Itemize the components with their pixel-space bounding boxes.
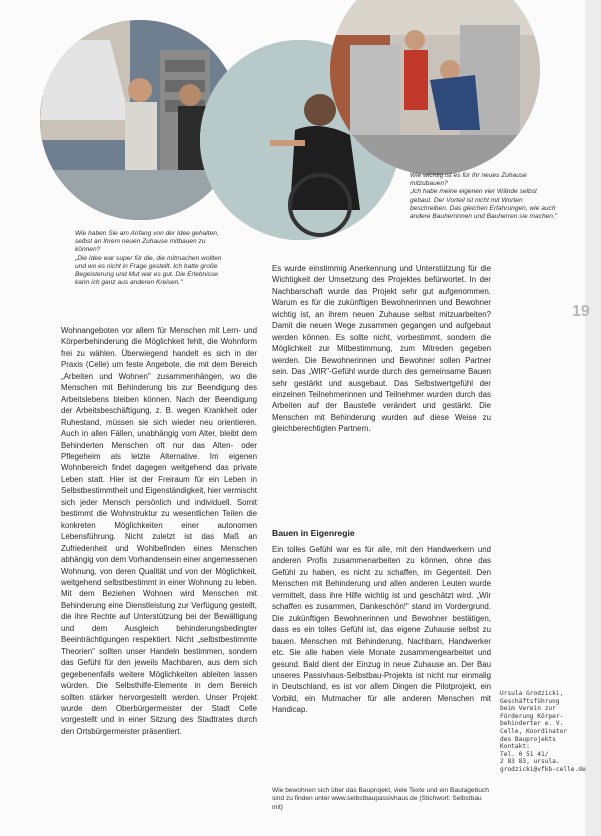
sidenote-email[interactable]: grodzicki@vfkb-celle.de [500,765,586,773]
sidenote-line: beim Verein zur [500,705,556,713]
sidenote-line: Kontakt: [500,743,530,751]
paragraph-left: Wohnangeboten vor allem für Menschen mit Lern- und Körperbehinderung die Möglichkeit fehlt, die Wohnform frei zu wählen. Überwiegend handelt es sich in der Praxis (Celle) um feste Angebote, die mit dem Bereich „Arbeiten und Wohnen" zusammenhängen, wo die Menschen mit Behinderung bis zur Beendigung des Arbeitslebens bleiben können. Nach der Beendigung der Arbeitsbeschäftigung, z. B. wegen Krankheit oder Ruhestand, müssen sie sich wieder neu orientieren. Auch in allen Fällen, unabhängig vom Alter, bleibt dem Behinderten Menschen oft nur das Alten- oder Pflegeheim als letzte Alternative. Im eigenen Wohnbereich findet dagegen weitgehend das private Leben statt. Hier ist der Freiraum für ein Leben in Selbstbestimmtheit und Eigenständigkeit, hier vermischt sich jeder Mensch persönlich und individuell. Somit bestimmt die Wohnstruktur zu wesentlichen Teilen die konkreten Möglichkeiten einer autonomen Lebensführung. Nicht zuletzt ist das Maß an Zufriedenheit und Wohlbefinden eines Menschen abhängig von dem Vorhandensein einer angemessenen Wohnung, von deren Qualität und von der Möglichkeit, weitgehend selbstbestimmt in einer Wohnung zu leben. Mit dem Beziehen Wohnen wird Menschen mit Behinderung eine Dienstleistung zur Verfügung gestellt, die ihre Rechte auf Unterstützung bei der Bewältigung und dem Ausgleich behinderungsbedingter Beeinträchtigungen respektiert. Nicht „selbstbestimmte Theorien" sollten unser Handeln bestimmen, sondern das Gefühl für den jeweils Machbaren, aus dem sich gegebenenfalls weitere Möglichkeiten ableiten lassen würden. Die Selbsthilfe-Elemente in dem Bereich sollten stärker hervorgestellt werden. Unser Projekt wurde dem Oberbürgermeister der Stadt Celle vorgestellt und in einer Sitzung des Stadtrates durch den Ortsbürgermeister präsentiert. [61,326,257,736]
photo-caption-right [410,172,560,221]
section-heading: Bauen in Eigenregie [272,528,355,538]
sidenote-line: Tel. 0 51 41/ [500,750,549,758]
sidenote-line: Geschäftsführung [500,697,560,705]
caption-right-answer: „Ich habe meine eigenen vier Wände selbst gebaut. Der Vorteil ist nicht mit Worten beschreiben. Das gleichen Erfahrungen, wie auch andere Bauherrinnen und Bauherren sie machen." [410,188,558,221]
page-number: 19 [572,303,590,320]
sidenote-line: Förderung Körper- [500,712,564,720]
photo-caption-left [75,230,225,287]
sidenote-line: Celle, Koordinator [500,727,568,735]
caption-left-question: Wie haben Sie am Anfang von der Idee gehalten, selbst an Ihrem neuen Zuhause mitbauen zu können? [75,230,219,254]
sidenote-line: Ursula Grodzicki, [500,690,564,697]
body-column-right-bottom [272,544,491,716]
sidenote-line: des Bauprojekts [500,735,556,743]
sidenote-line: behinderter e. V. [500,720,564,728]
photo-scene-right [330,0,540,175]
sidenote-line: 2 83 83, ursula. [500,758,560,766]
photo-builders-with-blocks [330,0,540,175]
paragraph-right-bottom: Ein tolles Gefühl war es für alle, mit den Handwerkern und anderen Profis zusammenarbeiten zu können, ohne das Gefühl zu haben, es nicht zu schaffen, im Gegenteil. Den Menschen mit Behinderung und allen anderen Leuten wurde vermittelt, dass ihre Hilfe wichtig ist und geschätzt wird. „Wir schaffen es zusammen, Dankeschön!" stand im Vordergrund. Die zukünftigen Bewohnerinnen und Bewohner bestätigen, dass es ein tolles Gefühl ist, das eigene Zuhause selbst zu bauen. Menschen mit Behinderung, Nachbarn, Handwerker etc. Sie alle haben viele Monate zusammengearbeitet und gesund. Bald dient der Einzug in neue Zuhause an. Der Bau unseres Passivhaus-Selbstbau-Projekts ist nicht nur einmalig in Deutschland, es ist vor allem Dingen die Pilotprojekt, ein Vorbild, ein Mutmacher für alle anderen Menschen mit Handicap. [272,545,491,715]
author-sidenote [500,690,595,774]
body-column-right-top [272,263,491,435]
project-footnote: Wie bewohnen sich über das Bauprojekt, viele Texte und ein Bautagebuch sind zu finden unter www.selbstbaupassivhaus.de (Stichwort: Selbstbau mit) [272,787,489,811]
body-column-left [61,325,257,737]
caption-left-answer: „Die Idee war super für die, die mitmachen wollten und wo es nicht in Frage gestellt. Ich hatte große Begeisterung und Mut war es gut. Die Erlebnisse kann ich ganz aus anderen Kreisen." [75,254,222,287]
caption-right-question: Wie wichtig ist es für Ihr neues Zuhause mitzubauen? [410,172,527,188]
paragraph-right-top: Es wurde einstimmig Anerkennung und Unterstützung für die Wichtigkeit der Umsetzung des Projektes befürwortet. In der Nachbarschaft wurde das Projekt sehr gut aufgenommen. Warum es für die zukünftigen Bewohnerinnen und Bewohner wichtig ist, an ihrem neuen Zuhause selbst mitzuarbeiten? Damit die neuen Wege zusammen gegangen und aufgebaut werden können. Es sollte nicht, vorbestimmt, sondern die Möglichkeit zur Mitbestimmung, zum Mitreden gegeben werden. Die Bewohnerinnen und Bewohner sollen Partner sein. Das „WIR"-Gefühl wurde durch des gemeinsame Bauen sehr gestärkt und ausgebaut. Das Selbstwertgefühl der einzelnen Teilnehmerinnen und Teilnehmer wurden durch das Arbeiten auf der Baustelle verändert und gestärkt. Die Menschen mit Behinderung wurden auf diese Weise zu gleichberechtigten Partnern. [272,264,491,434]
